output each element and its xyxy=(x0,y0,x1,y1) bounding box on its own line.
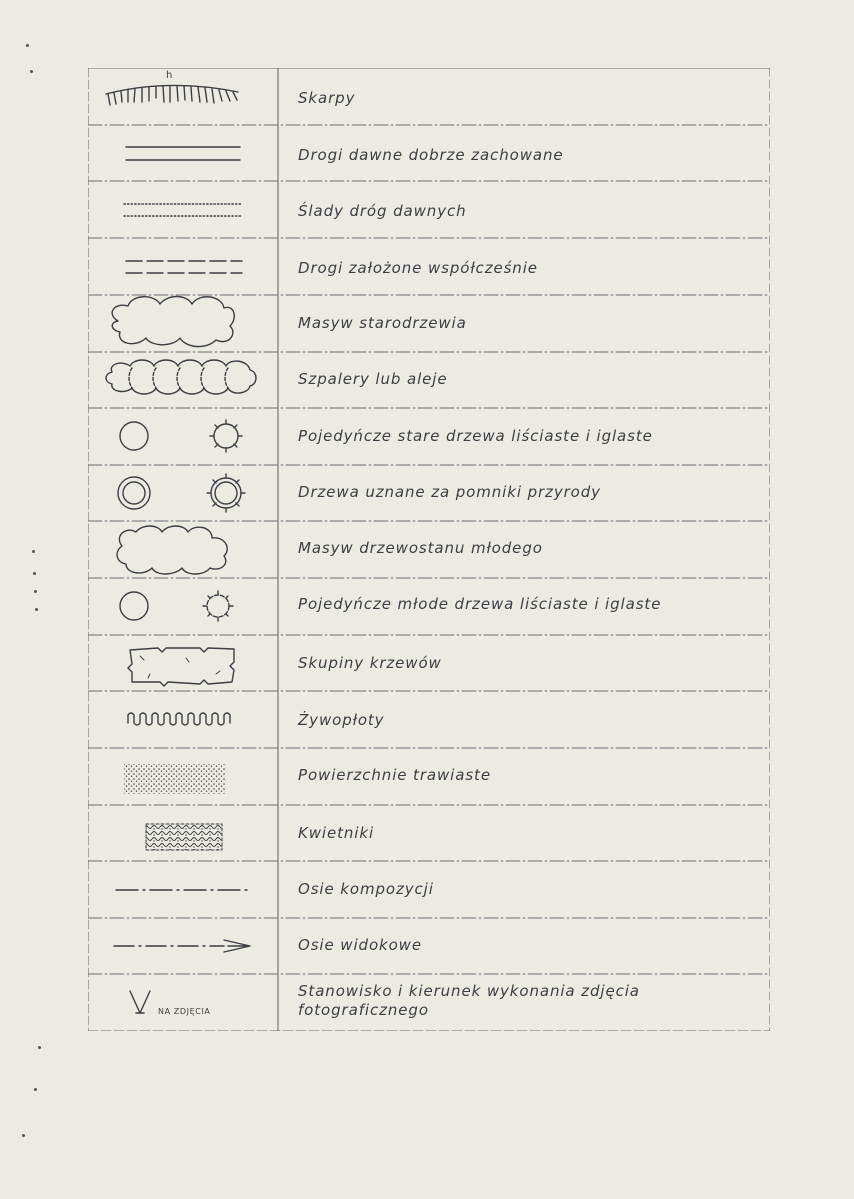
view-axis-arrow-icon xyxy=(114,940,250,952)
margin-mark xyxy=(34,590,37,593)
old-trees-icon xyxy=(120,420,242,452)
double-solid-line-icon xyxy=(126,147,240,160)
margin-mark xyxy=(35,608,38,611)
legend-label-osie-widokowe: Osie widokowe xyxy=(298,936,422,954)
legend-label-skarpy: Skarpy xyxy=(298,89,356,107)
legend-label-masyw-starodrzewia: Masyw starodrzewia xyxy=(298,314,467,332)
double-dotted-line-icon xyxy=(124,204,242,216)
young-mass-icon xyxy=(117,526,227,574)
legend-label-zywoploty: Żywopłoty xyxy=(298,711,385,729)
monument-trees-icon xyxy=(118,474,245,512)
hedge-icon xyxy=(128,713,230,725)
legend-label-skupiny-krzewow: Skupiny krzewów xyxy=(298,654,442,672)
young-trees-icon xyxy=(120,591,233,621)
margin-mark xyxy=(32,550,35,553)
margin-mark xyxy=(26,44,29,47)
margin-mark xyxy=(38,1046,41,1049)
legend-label-pomniki-przyrody: Drzewa uznane za pomniki przyrody xyxy=(298,483,601,501)
margin-mark xyxy=(30,70,33,73)
legend-label-mlode-drzewa: Pojedyńcze młode drzewa liściaste i iglaste xyxy=(298,595,662,613)
skarpa-hatch-icon xyxy=(106,85,238,105)
legend-label-stanowisko-zdjecia: Stanowisko i kierunek wykonania zdjęcia fotograficznego xyxy=(298,982,640,1019)
lawn-stipple-icon xyxy=(124,764,226,794)
legend-label-kwietniki: Kwietniki xyxy=(298,824,375,842)
tree-row-icon xyxy=(106,360,256,394)
legend-label-drogi-wspolczesne: Drogi założone współcześnie xyxy=(298,259,538,277)
legend-label-stare-drzewa: Pojedyńcze stare drzewa liściaste i iglaste xyxy=(298,427,653,445)
flowerbed-icon xyxy=(146,824,222,850)
legend-label-drogi-dawne: Drogi dawne dobrze zachowane xyxy=(298,146,564,164)
legend-table xyxy=(88,68,770,1031)
legend-label-masyw-mlody: Masyw drzewostanu młodego xyxy=(298,539,543,557)
skarpa-symbol-letter: h xyxy=(166,70,173,81)
cloud-mass-icon xyxy=(112,297,234,347)
margin-mark xyxy=(22,1134,25,1137)
photo-position-icon xyxy=(130,991,150,1013)
margin-mark xyxy=(33,572,36,575)
shrub-group-icon xyxy=(128,648,234,686)
photo-symbol-caption: NA ZDJĘCIA xyxy=(158,1007,211,1016)
legend-label-osie-kompozycji: Osie kompozycji xyxy=(298,880,434,898)
legend-label-slady-drog: Ślady dróg dawnych xyxy=(298,202,467,220)
margin-mark xyxy=(34,1088,37,1091)
legend-label-szpalery: Szpalery lub aleje xyxy=(298,370,448,388)
double-dashed-line-icon xyxy=(126,261,242,273)
legend-label-powierzchnie-trawiaste: Powierzchnie trawiaste xyxy=(298,766,491,784)
